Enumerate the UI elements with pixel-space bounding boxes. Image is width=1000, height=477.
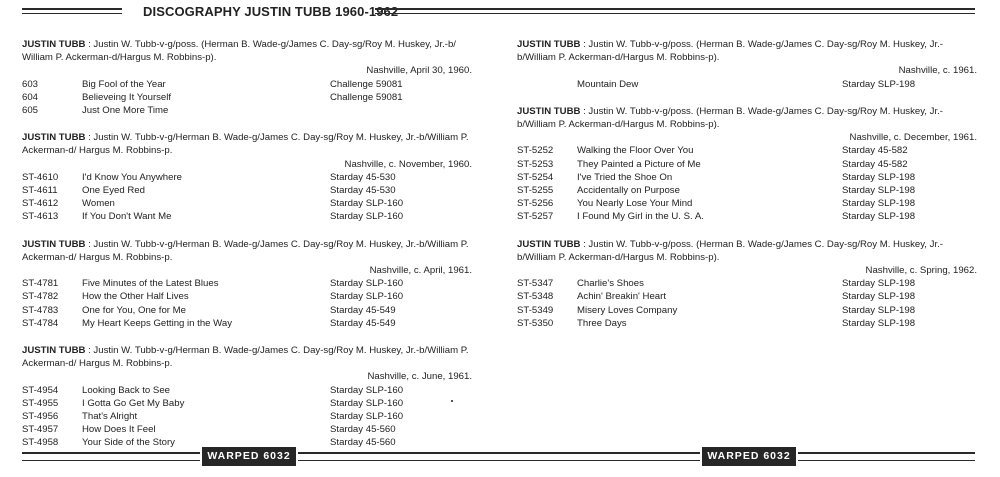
track-title: How Does It Feel xyxy=(82,424,156,436)
personnel-line xyxy=(22,344,472,370)
header-rule-right-top xyxy=(375,8,975,10)
artist-name: JUSTIN TUBB xyxy=(22,39,86,50)
track-row xyxy=(22,197,472,210)
track-row xyxy=(517,317,977,330)
footer-rule-left-a2 xyxy=(22,460,200,461)
personnel-text: : Justin W. Tubb-v-g/Herman B. Wade-g/James C. Day-sg/Roy M. Huskey, Jr.-b/William P. Ackerman-d/ Hargus M. Robbins-p. xyxy=(22,132,469,157)
track-list xyxy=(517,144,977,223)
track-list xyxy=(22,384,472,450)
record-label: Starday 45-560 xyxy=(330,424,396,436)
track-title: I'd Know You Anywhere xyxy=(82,171,182,183)
record-label: Starday 45-582 xyxy=(842,145,908,157)
track-title: Just One More Time xyxy=(82,104,169,116)
record-label: Starday SLP-198 xyxy=(842,184,916,196)
matrix-number: ST-5252 xyxy=(517,145,554,157)
matrix-number: ST-4783 xyxy=(22,304,59,316)
matrix-number: ST-4610 xyxy=(22,171,59,183)
session-place-date: Nashville, c. December, 1961. xyxy=(849,132,977,144)
matrix-number: ST-4955 xyxy=(22,397,59,409)
record-label: Starday 45-549 xyxy=(330,304,396,316)
track-list xyxy=(22,171,472,224)
header-rule-left-bottom xyxy=(22,13,122,14)
track-row xyxy=(517,197,977,210)
track-row xyxy=(517,277,977,290)
track-row xyxy=(22,384,472,397)
track-title: One Eyed Red xyxy=(82,184,145,196)
matrix-number: ST-4613 xyxy=(22,211,59,223)
track-row xyxy=(517,171,977,184)
matrix-number: ST-5257 xyxy=(517,211,554,223)
track-row xyxy=(22,423,472,436)
track-title: Charlie's Shoes xyxy=(577,278,644,290)
track-title: Your Side of the Story xyxy=(82,437,175,449)
record-label: Starday SLP-198 xyxy=(842,211,916,223)
track-title: Five Minutes of the Latest Blues xyxy=(82,278,219,290)
track-row xyxy=(22,171,472,184)
track-row xyxy=(517,158,977,171)
track-title: Big Fool of the Year xyxy=(82,78,166,90)
record-label: Starday SLP-198 xyxy=(842,317,916,329)
session-place-date: Nashville, c. November, 1960. xyxy=(344,158,472,170)
track-row xyxy=(22,290,472,303)
track-row xyxy=(517,210,977,223)
session-block xyxy=(517,105,977,224)
session-place-date: Nashville, c. June, 1961. xyxy=(367,371,472,383)
track-title: I Gotta Go Get My Baby xyxy=(82,397,185,409)
header-rule-right-bottom xyxy=(375,13,975,14)
matrix-number: ST-5350 xyxy=(517,317,554,329)
artist-name: JUSTIN TUBB xyxy=(517,238,581,250)
header-rule-left-top xyxy=(22,8,122,10)
track-title: Mountain Dew xyxy=(577,78,639,90)
matrix-number: 605 xyxy=(22,104,39,116)
track-title: That's Alright xyxy=(82,410,138,422)
personnel-text: : Justin W. Tubb-v-g/poss. (Herman B. Wade-g/James C. Day-sg/Roy M. Huskey, Jr.-b/William P. Ackerman-d/Hargus M. Robbins-p). xyxy=(517,39,943,64)
session-block xyxy=(22,238,472,330)
record-label: Starday SLP-198 xyxy=(842,278,916,290)
track-title: I've Tried the Shoe On xyxy=(577,171,673,183)
footer-rule-mid-a xyxy=(298,452,700,454)
track-row xyxy=(22,184,472,197)
footer-badge-right: WARPED 6032 xyxy=(702,447,796,466)
session-block xyxy=(22,131,472,223)
matrix-number: ST-5349 xyxy=(517,304,554,316)
personnel-line xyxy=(22,238,472,264)
footer-rule-mid-b xyxy=(298,460,700,461)
record-label: Starday 45-582 xyxy=(842,158,908,170)
matrix-number: ST-5255 xyxy=(517,184,554,196)
session-block xyxy=(517,238,977,330)
matrix-number: ST-4958 xyxy=(22,437,59,449)
track-row xyxy=(22,210,472,223)
personnel-line xyxy=(22,38,472,64)
track-title: Walking the Floor Over You xyxy=(577,145,694,157)
personnel-text: : Justin W. Tubb-v-g/poss. (Herman B. Wade-g/James C. Day-sg/Roy M. Huskey, Jr.-b/ William P. Ackerman-d/Hargus M. Robbins-p). xyxy=(22,39,456,64)
track-row xyxy=(22,317,472,330)
artist-name: JUSTIN TUBB xyxy=(517,39,581,50)
record-label: Starday SLP-160 xyxy=(330,397,404,409)
track-row xyxy=(22,104,472,117)
matrix-number: 604 xyxy=(22,91,39,103)
track-title: One for You, One for Me xyxy=(82,304,186,316)
record-label: Starday SLP-198 xyxy=(842,291,916,303)
footer-rule-right-a xyxy=(798,452,975,454)
matrix-number: ST-5253 xyxy=(517,158,554,170)
record-label: Starday SLP-198 xyxy=(842,198,916,210)
page-title: DISCOGRAPHY JUSTIN TUBB 1960-1962 xyxy=(143,4,399,19)
personnel-line xyxy=(517,238,977,264)
track-list xyxy=(22,78,472,118)
matrix-number: ST-5256 xyxy=(517,198,554,210)
record-label: Starday SLP-160 xyxy=(330,211,404,223)
footer-rule-right-b xyxy=(798,460,975,461)
matrix-number: ST-4954 xyxy=(22,384,59,396)
session-block xyxy=(517,38,977,91)
track-list xyxy=(22,277,472,330)
stray-dot xyxy=(451,400,453,402)
track-title: Accidentally on Purpose xyxy=(577,184,680,196)
discography-right-column xyxy=(517,38,977,344)
matrix-number: 603 xyxy=(22,78,39,90)
matrix-number: ST-5347 xyxy=(517,278,554,290)
track-row xyxy=(22,277,472,290)
track-row xyxy=(517,290,977,303)
record-label: Starday SLP-160 xyxy=(330,291,404,303)
session-block xyxy=(22,344,472,450)
track-list xyxy=(517,78,977,91)
matrix-number: ST-4611 xyxy=(22,184,58,196)
personnel-text: : Justin W. Tubb-v-g/Herman B. Wade-g/James C. Day-sg/Roy M. Huskey, Jr.-b/William P. Ackerman-d/ Hargus M. Robbins-p. xyxy=(22,238,469,263)
session-block xyxy=(22,38,472,117)
track-row xyxy=(517,78,977,91)
session-place-date: Nashville, c. Spring, 1962. xyxy=(865,264,977,276)
record-label: Starday SLP-198 xyxy=(842,171,916,183)
personnel-line xyxy=(517,105,977,131)
track-row xyxy=(22,78,472,91)
personnel-line xyxy=(22,131,472,157)
record-label: Starday 45-560 xyxy=(330,437,396,449)
record-label: Starday SLP-198 xyxy=(842,78,916,90)
matrix-number: ST-4781 xyxy=(22,278,59,290)
track-title: They Painted a Picture of Me xyxy=(577,158,701,170)
artist-name: JUSTIN TUBB xyxy=(517,105,581,117)
track-title: My Heart Keeps Getting in the Way xyxy=(82,317,233,329)
track-title: You Nearly Lose Your Mind xyxy=(577,198,693,210)
track-row xyxy=(517,144,977,157)
track-title: Three Days xyxy=(577,317,627,329)
track-title: If You Don't Want Me xyxy=(82,211,172,223)
personnel-text: : Justin W. Tubb-v-g/poss. (Herman B. Wade-g/James C. Day-sg/Roy M. Huskey, Jr.-b/William P. Ackerman-d/Hargus M. Robbins-p). xyxy=(517,105,943,130)
track-row xyxy=(22,91,472,104)
track-row xyxy=(22,397,472,410)
record-label: Starday 45-530 xyxy=(330,171,396,183)
track-row xyxy=(22,410,472,423)
matrix-number: ST-4782 xyxy=(22,291,59,303)
matrix-number: ST-5348 xyxy=(517,291,554,303)
track-title: Misery Loves Company xyxy=(577,304,678,316)
session-place-date: Nashville, April 30, 1960. xyxy=(366,65,472,77)
track-title: Women xyxy=(82,198,115,210)
personnel-line xyxy=(517,38,977,64)
record-label: Starday SLP-198 xyxy=(842,304,916,316)
artist-name: JUSTIN TUBB xyxy=(22,132,86,144)
matrix-number: ST-5254 xyxy=(517,171,554,183)
record-label: Challenge 59081 xyxy=(330,91,403,103)
matrix-number: ST-4956 xyxy=(22,410,59,422)
track-title: Believeing It Yourself xyxy=(82,91,172,103)
record-label: Starday SLP-160 xyxy=(330,410,404,422)
track-title: I Found My Girl in the U. S. A. xyxy=(577,211,704,223)
artist-name: JUSTIN TUBB xyxy=(22,238,86,250)
track-title: Achin' Breakin' Heart xyxy=(577,291,666,303)
track-title: Looking Back to See xyxy=(82,384,171,396)
footer-rule-left-a xyxy=(22,452,200,454)
matrix-number: ST-4784 xyxy=(22,317,59,329)
personnel-text: : Justin W. Tubb-v-g/poss. (Herman B. Wade-g/James C. Day-sg/Roy M. Huskey, Jr.-b/William P. Ackerman-d/Hargus M. Robbins-p). xyxy=(517,238,943,263)
matrix-number: ST-4957 xyxy=(22,424,59,436)
record-label: Starday SLP-160 xyxy=(330,198,404,210)
track-row xyxy=(517,184,977,197)
session-place-date: Nashville, c. April, 1961. xyxy=(369,264,472,276)
artist-name: JUSTIN TUBB xyxy=(22,344,86,356)
matrix-number: ST-4612 xyxy=(22,198,59,210)
personnel-text: : Justin W. Tubb-v-g/Herman B. Wade-g/James C. Day-sg/Roy M. Huskey, Jr.-b/William P. Ackerman-d/ Hargus M. Robbins-p. xyxy=(22,344,469,370)
track-title: How the Other Half Lives xyxy=(82,291,189,303)
record-label: Starday 45-549 xyxy=(330,317,396,329)
track-list xyxy=(517,277,977,330)
track-row xyxy=(22,304,472,317)
record-label: Starday SLP-160 xyxy=(330,384,404,396)
session-place-date: Nashville, c. 1961. xyxy=(898,65,977,77)
record-label: Starday SLP-160 xyxy=(330,278,404,290)
track-row xyxy=(517,304,977,317)
record-label: Starday 45-530 xyxy=(330,184,396,196)
footer-badge-left: WARPED 6032 xyxy=(202,447,296,466)
discography-left-column xyxy=(22,38,472,463)
record-label: Challenge 59081 xyxy=(330,78,403,90)
